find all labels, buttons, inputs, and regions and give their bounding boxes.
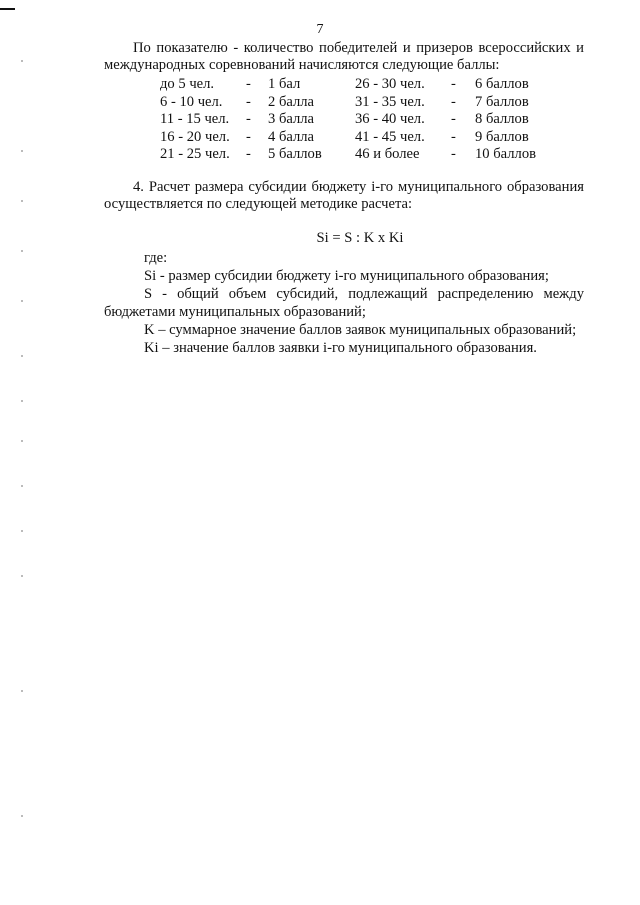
margin-dot xyxy=(21,355,23,357)
margin-dot xyxy=(21,485,23,487)
margin-dot xyxy=(21,150,23,152)
range-cell: 21 - 25 чел. xyxy=(160,146,230,163)
definitions-block xyxy=(104,249,584,357)
margin-dot xyxy=(21,300,23,302)
range-cell: 26 - 30 чел. xyxy=(355,76,425,92)
range-cell: до 5 чел. xyxy=(160,76,215,92)
range-cell: 16 - 20 чел. xyxy=(160,128,230,145)
dash-cell: - xyxy=(451,146,456,163)
intro-paragraph: По показателю - количество победителей и призеров всероссийских и международных соревнований начисляются следующие баллы: xyxy=(104,40,584,73)
table-row xyxy=(160,129,536,147)
margin-dot xyxy=(21,250,23,252)
points-cell: 1 бал xyxy=(268,76,301,92)
dash-cell: - xyxy=(246,93,251,110)
where-label: где: xyxy=(144,250,168,266)
range-cell: 31 - 35 чел. xyxy=(355,93,425,110)
dash-cell: - xyxy=(246,111,251,128)
dash-cell: - xyxy=(451,111,456,128)
points-cell: 4 балла xyxy=(268,128,315,145)
points-cell: 10 баллов xyxy=(475,146,537,163)
margin-dot xyxy=(21,530,23,532)
range-cell: 41 - 45 чел. xyxy=(355,128,425,145)
definition-k: K – суммарное значение баллов заявок муниципальных образований; xyxy=(144,322,577,338)
score-table xyxy=(160,76,536,164)
table-row xyxy=(160,111,536,129)
points-cell: 9 баллов xyxy=(475,128,529,145)
table-row xyxy=(160,146,536,164)
dash-cell: - xyxy=(246,128,251,145)
margin-dot xyxy=(21,575,23,577)
definition-s: S - общий объем субсидий, подлежащий распределению между бюджетами муниципальных образований; xyxy=(104,286,584,320)
dash-cell: - xyxy=(451,93,456,110)
dash-cell: - xyxy=(246,76,251,92)
scan-edge-mark xyxy=(0,8,15,10)
section-4-paragraph: 4. Расчет размера субсидии бюджету i-го муниципального образования осуществляется по следующей методике расчета: xyxy=(104,179,584,212)
margin-dot xyxy=(21,440,23,442)
points-cell: 3 балла xyxy=(268,111,315,128)
margin-dot xyxy=(21,815,23,817)
points-cell: 6 баллов xyxy=(475,76,529,92)
points-cell: 7 баллов xyxy=(475,93,529,110)
range-cell: 6 - 10 чел. xyxy=(160,93,223,110)
definition-si: Si - размер субсидии бюджету i-го муниципального образования; xyxy=(144,268,549,284)
margin-dot xyxy=(21,60,23,62)
dash-cell: - xyxy=(246,146,251,163)
margin-dot xyxy=(21,690,23,692)
points-cell: 8 баллов xyxy=(475,111,529,128)
range-cell: 11 - 15 чел. xyxy=(160,111,230,128)
points-cell: 2 балла xyxy=(268,93,315,110)
dash-cell: - xyxy=(451,128,456,145)
margin-dot xyxy=(21,400,23,402)
range-cell: 36 - 40 чел. xyxy=(355,111,425,128)
table-row xyxy=(160,94,536,112)
range-cell: 46 и более xyxy=(355,146,420,163)
margin-dot xyxy=(21,200,23,202)
table-row xyxy=(160,76,536,94)
page-number: 7 xyxy=(316,22,324,37)
definition-ki: Ki – значение баллов заявки i-го муниципального образования. xyxy=(144,340,537,356)
dash-cell: - xyxy=(451,76,456,92)
subsidy-formula: Si = S : K x Ki xyxy=(316,230,404,246)
points-cell: 5 баллов xyxy=(268,146,322,163)
